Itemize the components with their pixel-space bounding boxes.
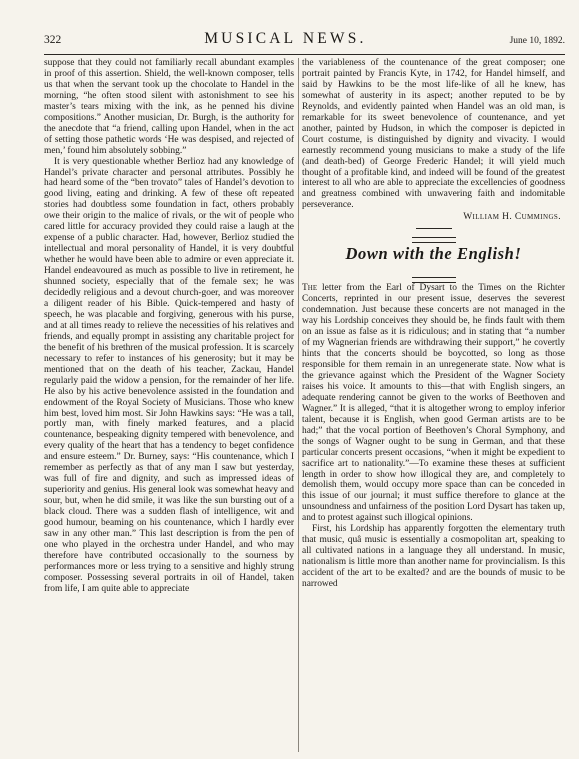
left-column [44,58,294,754]
page-header [44,30,565,52]
column-divider [298,58,299,752]
article-end-rule [416,228,452,229]
article-paragraph-1 [302,283,565,524]
section-heading-block [302,237,565,283]
left-paragraph-2: It is very questionable whether Berlioz had any knowledge of Handel’s private character and personal attributes. Possibly he had heard some of the “ben trovato” tales of Handel’s devotion to good living, eating and drinking. A few of these oft repeated stories had doubtless some foundation in fact, others probably owe their origin to the malice of rivals, or the wit of people who cared little for accuracy provided they could raise a laugh at the expense of a public character. Had, however, Berlioz studied the intellectual and moral personality of Handel, it is very doubtful whether he would have been able to admire or even appreciate it. Handel endeavoured as much as possible to live in retirement, he shunned society, especially that of the female sex; he was decidedly religious and a devout church-goer, and was moreover a diligent reader of his Bible. Quick-tempered and hasty of speech, he was placable and forgiving, generous with his purse, and at all times ready to relieve the necessities of his relatives and friends, and equally prompt in assisting any charitable project for the benefit of his brethren of the musical profession. It is scarcely necessary to refer to instances of his generosity; but it may be mentioned that on the death of his teacher, Zackau, Handel regularly paid the widow a pension, for the remainder of her life. He also by his active benevolence assisted in the foundation and endowment of the Royal Society of Musicians. Those who knew him best, loved him most. Sir John Hawkins says: “He was a tall, portly man, with finely marked features, and a placid countenance, bespeaking dignity tempered with benevolence, and every quality of the heart that has a tendency to beget confidence and ensure esteem.” Dr. Burney, says: “His countenance, which I remember as perfectly as that of any man I saw but yesterday, was full of fire and dignity, and such as impressed ideas of superiority and genius. His general look was somewhat heavy and sour, but, when he did smile, it was like the sun bursting out of a black cloud. There was a sudden flash of intelligence, wit and good humour, beaming on his countenance, which I hardly ever saw in any other man.” This last description is from the pen of one who played in the orchestra under Handel, and who may therefore have contributed occasionally to the sourness by performances more or less trying to a sensitive and highly strung composer. Possessing several portraits in oil of Handel, taken from life, I am quite able to appreciate [44,156,294,594]
publication-title: MUSICAL NEWS. [204,30,367,47]
opening-word: The [302,283,318,294]
issue-date: June 10, 1892. [509,36,565,46]
section-heading: Down with the English! [345,244,522,264]
right-continuation: the variableness of the countenance of the great composer; one portrait painted by Francis Kyte, in 1742, for Handel himself, and said by Hawkins to be the most life-like of all he knew, has somewhat of austerity in its aspect; another reputed to be by Reynolds, and evidently painted when Handel was an old man, is remarkable for its sweet benevolence of countenance, and yet another, painted by Hudson, in which the composer is depicted in Court costume, is distinguished by dignity and vivacity. I would earnestly recommend young musicians to make a study of the life (and death-bed) of George Frederic Handel; it will yield much thought of a profitable kind, and indeed will be found of the greatest interest to all who are able to appreciate the excellencies of goodness and greatness combined with unwavering faith and indomitable perseverance. [302,58,565,211]
ornament-rule-top [412,237,456,243]
ornament-rule-bottom [412,277,456,283]
header-rule [44,54,565,55]
page-number: 322 [44,34,62,46]
article-paragraph-1-text: letter from the Earl of Dysart to the Times on the Richter Concerts, reprinted in our present issue, deserves the severest condemnation. Just because these concerts are not managed in the way his Lordship conceives they should be, he finds fault with them on an issue as false as it is ridiculous; and in stating that “a number of my Wagnerian friends are withdrawing their support,” he covertly hints that the concerts should be boycotted, so long as those responsible for them remain in an unregenerate state. Now what is the grievance against which the President of the Wagner Society raises his voice. It amounts to this—that with English singers, an adequate rendering cannot be given to the works of Beethoven and Wagner.” It is alleged, “that it is altogether wrong to employ inferior talent, because it is English, when good German artists are to be had;” that the vocal portion of Beethoven’s Choral Symphony, and the songs of Wagner ought to be sung in German, and that these particular concerts present occasions, “when it might be expedient to sacrifice art to nationality.”—To examine these theses at sufficient length in order to show how illogical they are, and completely to demolish them, would occupy more space than can be conceded in this issue of our journal; it must suffice therefore to glance at the unsoundness and unfairness of the position Lord Dysart has taken up, and to protest against such illogical opinions. [302,283,565,524]
article-paragraph-2: First, his Lordship has apparently forgotten the elementary truth that music, quâ music is essentially a cosmopolitan art, speaking to all cultivated nations in a language they all understand. In music, nationalism is little more than another name for provincialism. Is this accident of the art to be exalted? and are the bounds of music to be narrowed [302,524,565,590]
left-paragraph-1: suppose that they could not familiarly recall abundant examples in proof of this assertion. Shield, the well-known composer, tells us that when the servant took up the chocolate to Handel in the morning, “he often stood silent with astonishment to see his master’s tears mixing with the ink, as he penned his divine compositions.” Another musician, Dr. Burgh, is the authority for the anecdote that “a friend, calling upon Handel, when in the act of setting those pathetic words ‘He was despised, and rejected of men,’ found him absolutely sobbing.” [44,58,294,156]
author-signature: William H. Cummings. [463,212,561,223]
right-column [302,58,565,754]
